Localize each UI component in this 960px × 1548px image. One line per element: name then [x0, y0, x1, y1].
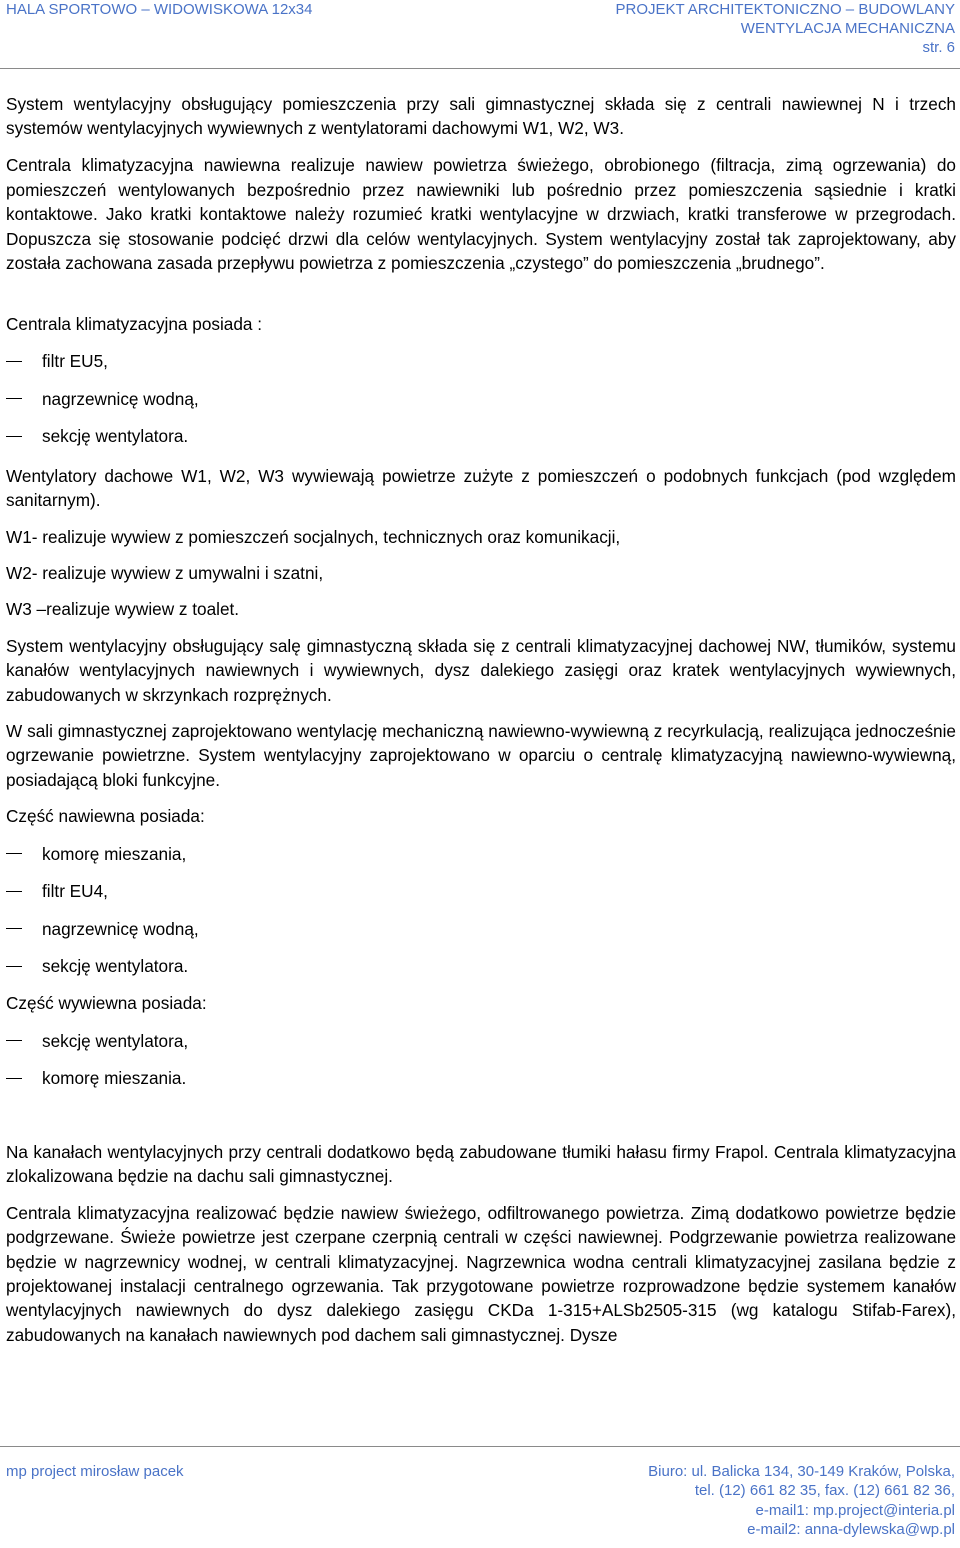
- paragraph: Centrala klimatyzacyjna nawiewna realizuje nawiew powietrza świeżego, obrobionego (filtracja, zimą ogrzewania) do pomieszczeń wentylowanych bezpośrednio przez nawiewniki lub pośrednio przez pomieszczenia sąsiednie i kratki kontaktowe. Jako kratki kontaktowe należy rozumieć kratki wentylacyjne w drzwiach, kratki transferowe w przegrodach. Dopuszcza się stosowanie podcięć drzwi dla celów wentylacyjnych. System wentylacyjny został tak zaprojektowany, aby została zachowana zasada przepływu powietrza z pomieszczenia „czystego” do pomieszczenia „brudnego”.: [6, 155, 956, 273]
- header-project-title: HALA SPORTOWO – WIDOWISKOWA 12x34: [6, 1, 313, 18]
- dash-bullet: [6, 853, 22, 854]
- document-body: [6, 92, 956, 1347]
- footer-contact: [648, 1462, 955, 1539]
- page-number: str. 6: [922, 39, 955, 56]
- paragraph: W3 –realizuje wywiew z toalet.: [6, 599, 240, 620]
- dash-bullet: [6, 361, 22, 362]
- bullet-list: [6, 1029, 956, 1091]
- list-item: nagrzewnicę wodną,: [6, 387, 956, 425]
- footer-email1: e-mail1: mp.project@interia.pl: [755, 1501, 955, 1519]
- dash-bullet: [6, 1040, 22, 1041]
- dash-bullet: [6, 928, 22, 929]
- footer-divider: [0, 1446, 960, 1447]
- page-header: [0, 0, 960, 70]
- dash-bullet: [6, 966, 22, 967]
- footer-phone: tel. (12) 661 82 35, fax. (12) 661 82 36,: [694, 1482, 955, 1500]
- header-project-type: PROJEKT ARCHITEKTONICZNO – BUDOWLANY: [615, 1, 955, 18]
- list-item: sekcję wentylatora,: [6, 1029, 956, 1067]
- dash-bullet: [6, 1078, 22, 1079]
- paragraph: Część wywiewna posiada:: [6, 993, 207, 1014]
- footer-address: Biuro: ul. Balicka 134, 30-149 Kraków, Polska,: [648, 1463, 955, 1480]
- footer-company: mp project mirosław pacek: [6, 1463, 184, 1480]
- dash-bullet: [6, 398, 22, 399]
- paragraph: W sali gimnastycznej zaprojektowano wentylację mechaniczną nawiewno-wywiewną z recyrkulacją, realizująca jednocześnie ogrzewanie powietrzne. System wentylacyjny zaprojektowano w oparciu o centralę klimatyzacyjną nawiewno-wywiewną, posiadającą bloki funkcyjne.: [6, 721, 956, 790]
- paragraph: System wentylacyjny obsługujący pomieszczenia przy sali gimnastycznej składa się z centrali nawiewnej N i trzech systemów wentylacyjnych wywiewnych z wentylatorami dachowymi W1, W2, W3.: [6, 94, 956, 139]
- paragraph: Wentylatory dachowe W1, W2, W3 wywiewają powietrze zużyte z pomieszczeń o podobnych funkcjach (pod względem sanitarnym).: [6, 465, 956, 511]
- paragraph: Centrala klimatyzacyjna posiada :: [6, 313, 263, 334]
- paragraph: Na kanałach wentylacyjnych przy centrali dodatkowo będą zabudowane tłumiki hałasu firmy Frapol. Centrala klimatyzacyjna zlokalizowana będzie na dachu sali gimnastycznej.: [6, 1141, 956, 1187]
- list-item: komorę mieszania.: [6, 1066, 956, 1090]
- header-divider: [0, 68, 960, 69]
- paragraph: W2- realizuje wywiew z umywalni i szatni,: [6, 563, 324, 584]
- list-item: komorę mieszania,: [6, 842, 956, 880]
- bullet-list: [6, 349, 956, 449]
- header-project-info: [616, 0, 956, 57]
- footer-email2: e-mail2: anna-dylewska@wp.pl: [747, 1520, 955, 1538]
- list-item: filtr EU4,: [6, 879, 956, 917]
- paragraph: Centrala klimatyzacyjna realizować będzie nawiew świeżego, odfiltrowanego powietrza. Zimą dodatkowo powietrze będzie podgrzewane. Świeże powietrze jest czerpane czerpnią centrali w części nawiewnej. Podgrzewanie powietrza realizowane będzie w nagrzewnicy wodnej, w centrali klimatyzacyjnej. Nagrzewnica wodna centrali klimatyzacyjnej zasilana będzie z projektowanej instalacji centralnego ogrzewania. Tak przygotowane powietrze rozprowadzone będzie systemem kanałów wentylacyjnych nawiewnych do dysz dalekiego zasięgu CKDa 1-315+ALSb2505-315 (wg katalogu Stifab-Farex), zabudowanych na kanałach nawiewnych pod dachem sali gimnastycznej. Dysze: [6, 1202, 956, 1345]
- list-item: filtr EU5,: [6, 349, 956, 387]
- paragraph: System wentylacyjny obsługujący salę gimnastyczną składa się z centrali klimatyzacyjnej dachowej NW, tłumików, systemu kanałów wentylacyjnych nawiewnych i wywiewnych, dysz dalekiego zasięgi oraz kratek wentylacyjnych wywiewnych, zabudowanych w skrzynkach rozprężnych.: [6, 635, 956, 705]
- bullet-list: [6, 842, 956, 992]
- dash-bullet: [6, 891, 22, 892]
- paragraph: W1- realizuje wywiew z pomieszczeń socjalnych, technicznych oraz komunikacji,: [6, 526, 621, 547]
- dash-bullet: [6, 436, 22, 437]
- list-item: sekcję wentylatora.: [6, 954, 956, 991]
- header-discipline: WENTYLACJA MECHANICZNA: [740, 20, 955, 37]
- list-item: nagrzewnicę wodną,: [6, 917, 956, 955]
- paragraph: Część nawiewna posiada:: [6, 806, 205, 827]
- list-item: sekcję wentylatora.: [6, 424, 956, 448]
